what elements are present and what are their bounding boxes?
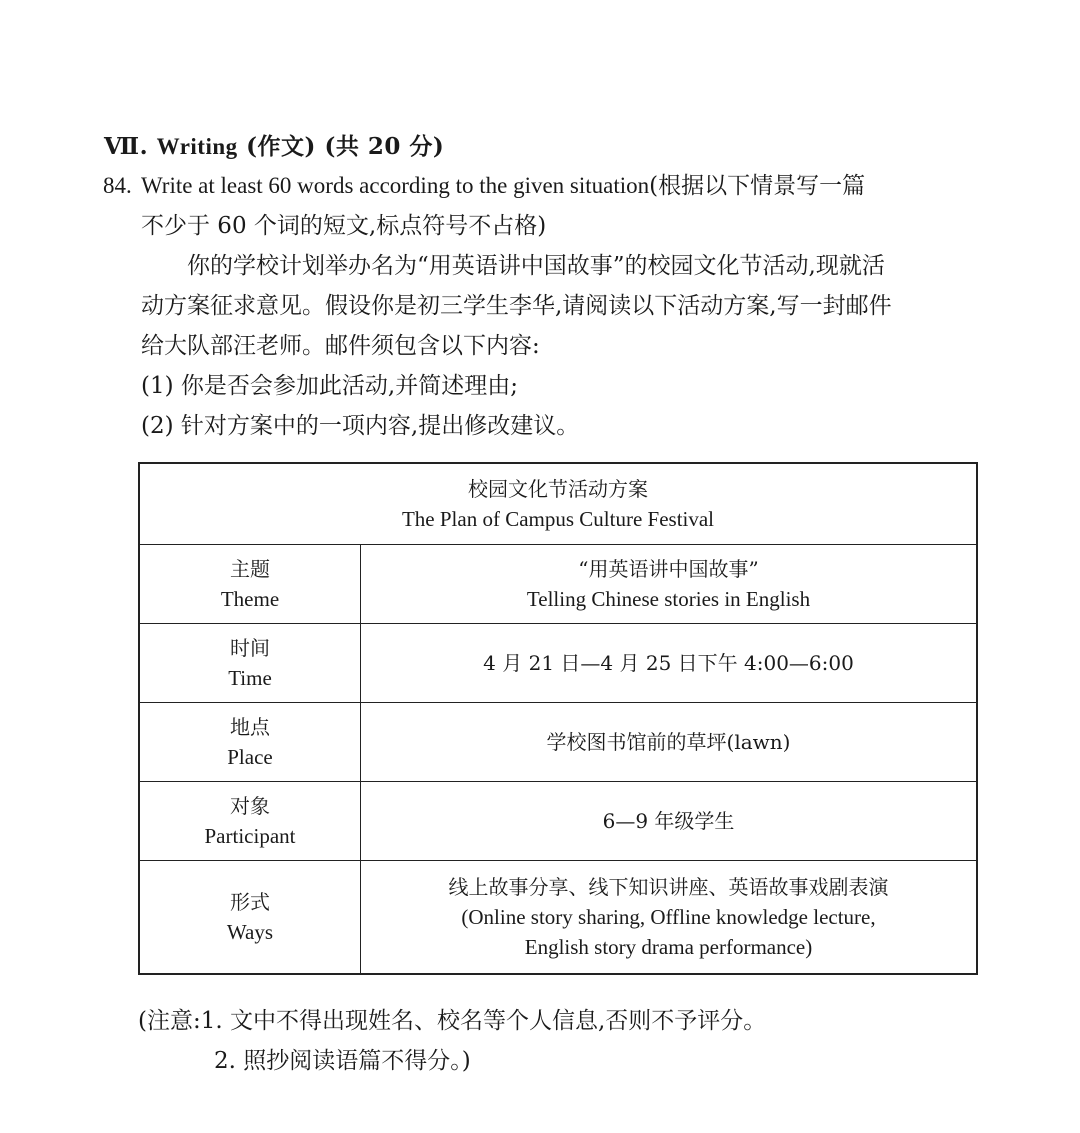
label-en: Participant <box>204 824 296 848</box>
section-cn-title: (作文) <box>246 133 316 160</box>
row-value <box>361 703 978 782</box>
label-cn: 地点 <box>230 715 270 739</box>
requirement-1: (1) 你是否会参加此活动,并简述理由; <box>141 373 518 399</box>
table-row-time <box>139 624 977 703</box>
plan-table-title <box>139 463 977 545</box>
label-cn: 主题 <box>230 557 270 581</box>
question-instruction-cn: (根据以下情景写一篇 <box>649 173 866 199</box>
section-numeral: Ⅶ. <box>104 133 149 160</box>
row-value <box>361 624 978 703</box>
value-line: 线上故事分享、线下知识讲座、英语故事戏剧表演 <box>448 875 889 899</box>
row-label <box>139 545 361 624</box>
label-en: Theme <box>220 587 280 611</box>
question-paragraph-line-2: 动方案征求意见。假设你是初三学生李华,请阅读以下活动方案,写一封邮件 <box>141 293 892 319</box>
section-heading <box>104 128 444 161</box>
note-2: 2. 照抄阅读语篇不得分。) <box>214 1048 471 1074</box>
question-paragraph-line-3: 给大队部汪老师。邮件须包含以下内容: <box>141 333 540 359</box>
label-en: Place <box>227 745 273 769</box>
row-value <box>361 861 978 975</box>
table-row-place <box>139 703 977 782</box>
label-en: Ways <box>226 920 274 944</box>
question-instruction-en: Write at least 60 words according to the given situation <box>141 173 650 198</box>
label-en: Time <box>228 666 272 690</box>
table-row-participant <box>139 782 977 861</box>
row-value <box>361 782 978 861</box>
row-value <box>361 545 978 624</box>
plan-title-en: The Plan of Campus Culture Festival <box>401 507 715 531</box>
question-number: 84. <box>103 173 132 198</box>
row-label <box>139 782 361 861</box>
plan-title-cn: 校园文化节活动方案 <box>468 477 648 501</box>
requirement-2: (2) 针对方案中的一项内容,提出修改建议。 <box>141 413 580 439</box>
value-line: 4 月 21 日—4 月 25 日下午 4:00—6:00 <box>483 651 854 675</box>
row-label <box>139 861 361 975</box>
plan-table <box>138 462 978 975</box>
label-cn: 对象 <box>230 794 270 818</box>
value-line: 学校图书馆前的草坪(lawn) <box>546 730 791 754</box>
value-line: (Online story sharing, Offline knowledge lecture, <box>461 905 876 929</box>
table-row-theme <box>139 545 977 624</box>
question-line-2: 不少于 60 个词的短文,标点符号不占格) <box>141 213 547 239</box>
note-1: (注意:1. 文中不得出现姓名、校名等个人信息,否则不予评分。 <box>138 1008 767 1034</box>
label-cn: 形式 <box>230 890 270 914</box>
value-line: English story drama performance) <box>524 935 813 959</box>
question-line-1 <box>141 171 865 201</box>
section-points: (共 20 分) <box>324 133 445 160</box>
question-paragraph-line-1: 你的学校计划举办名为“用英语讲中国故事”的校园文化节活动,现就活 <box>187 253 885 279</box>
row-label <box>139 703 361 782</box>
value-line: “用英语讲中国故事” <box>578 557 759 581</box>
value-line: 6—9 年级学生 <box>602 809 735 833</box>
label-cn: 时间 <box>230 636 270 660</box>
table-row-ways <box>139 861 977 975</box>
section-title: Writing <box>156 134 238 159</box>
row-label <box>139 624 361 703</box>
value-line: Telling Chinese stories in English <box>526 587 811 611</box>
